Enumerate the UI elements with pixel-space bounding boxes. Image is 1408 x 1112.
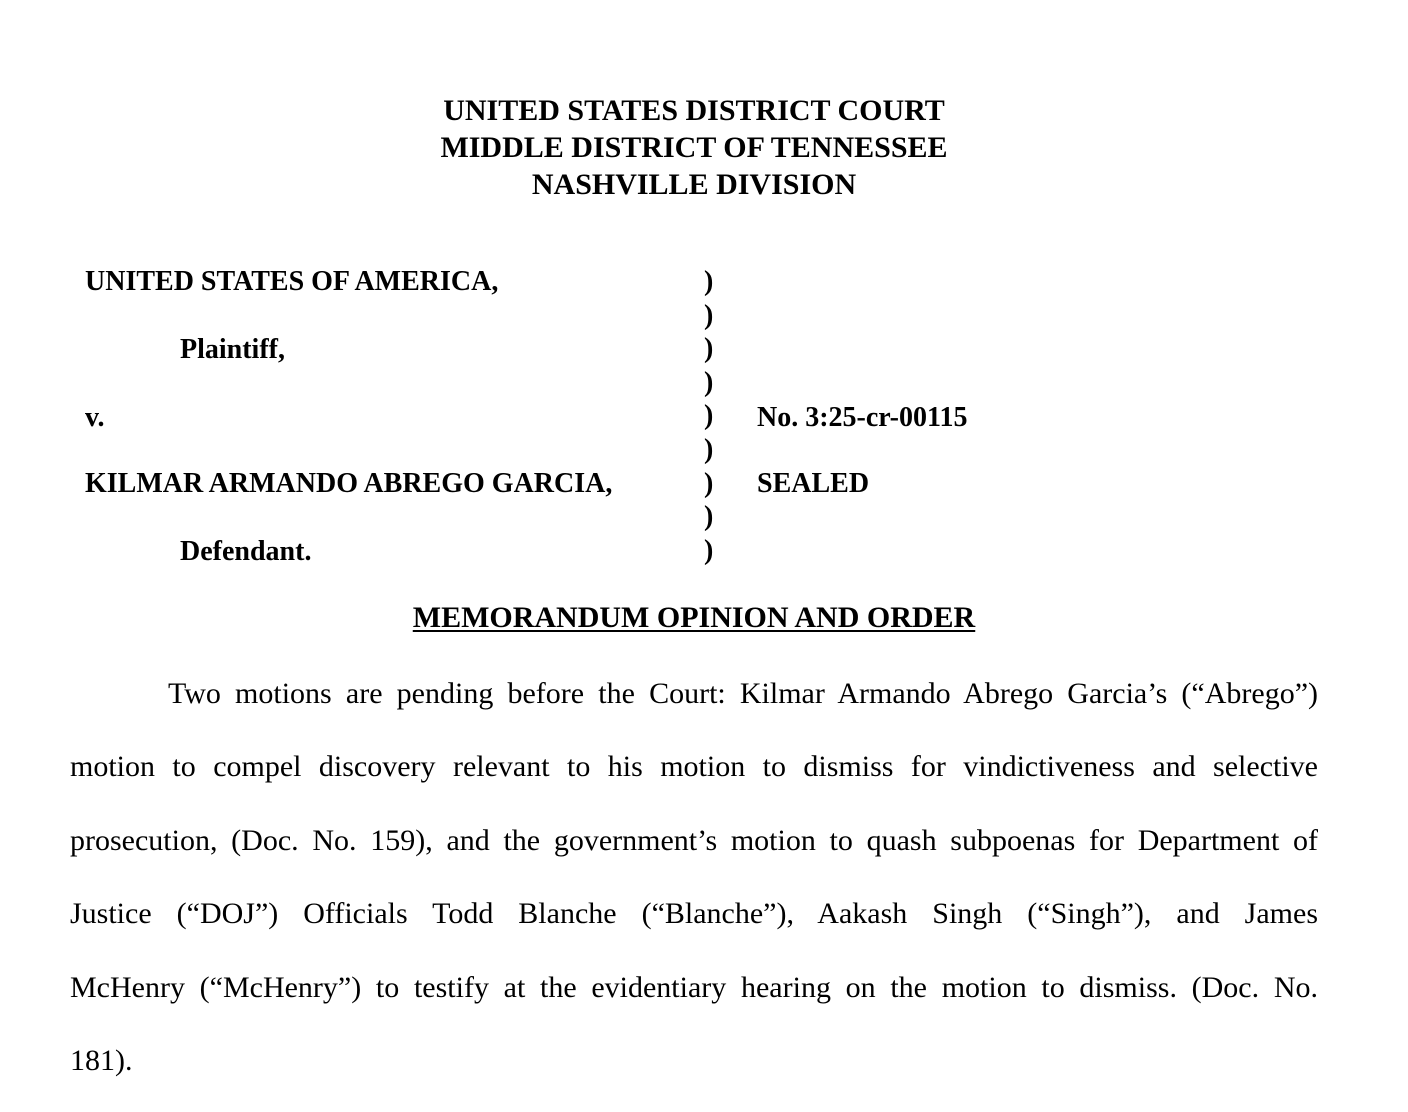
paren: ) <box>704 333 714 365</box>
paren: ) <box>704 266 714 297</box>
division-name: NASHVILLE DIVISION <box>531 168 857 201</box>
district-name: MIDDLE DISTRICT OF TENNESSEE <box>440 131 948 164</box>
paren: ) <box>704 501 714 533</box>
case-number: No. 3:25-cr-00115 <box>757 402 968 433</box>
plaintiff-role: Plaintiff, <box>180 334 285 365</box>
court-name: UNITED STATES DISTRICT COURT <box>443 94 945 127</box>
caption-parens <box>704 265 713 567</box>
defendant-name: KILMAR ARMANDO ABREGO GARCIA, <box>85 468 613 499</box>
paren: ) <box>704 433 714 465</box>
body-line: McHenry (“McHenry”) to testify at the evidentiary hearing on the motion to dismiss. (Doc. No. <box>70 970 1318 1004</box>
paren: ) <box>704 366 714 398</box>
body-paragraph <box>70 672 1318 1112</box>
versus: v. <box>85 402 105 433</box>
paren: ) <box>704 400 714 432</box>
body-line: 181). <box>70 1043 133 1077</box>
body-line: Two motions are pending before the Court: Kilmar Armando Abrego Garcia’s (“Abrego”) <box>168 677 1318 710</box>
paren: ) <box>704 467 714 499</box>
body-line: prosecution, (Doc. No. 159), and the government’s motion to quash subpoenas for Department of <box>70 823 1318 857</box>
body-line: motion to compel discovery relevant to his motion to dismiss for vindictiveness and selective <box>70 750 1318 784</box>
defendant-role: Defendant. <box>180 536 312 567</box>
document-title: MEMORANDUM OPINION AND ORDER <box>412 601 976 634</box>
plaintiff-name: UNITED STATES OF AMERICA, <box>85 266 499 297</box>
body-line: Justice (“DOJ”) Officials Todd Blanche (“Blanche”), Aakash Singh (“Singh”), and James <box>70 897 1318 931</box>
paren: ) <box>704 534 714 566</box>
sealed-label: SEALED <box>757 468 870 499</box>
court-heading <box>0 92 1388 203</box>
paren: ) <box>704 299 714 331</box>
